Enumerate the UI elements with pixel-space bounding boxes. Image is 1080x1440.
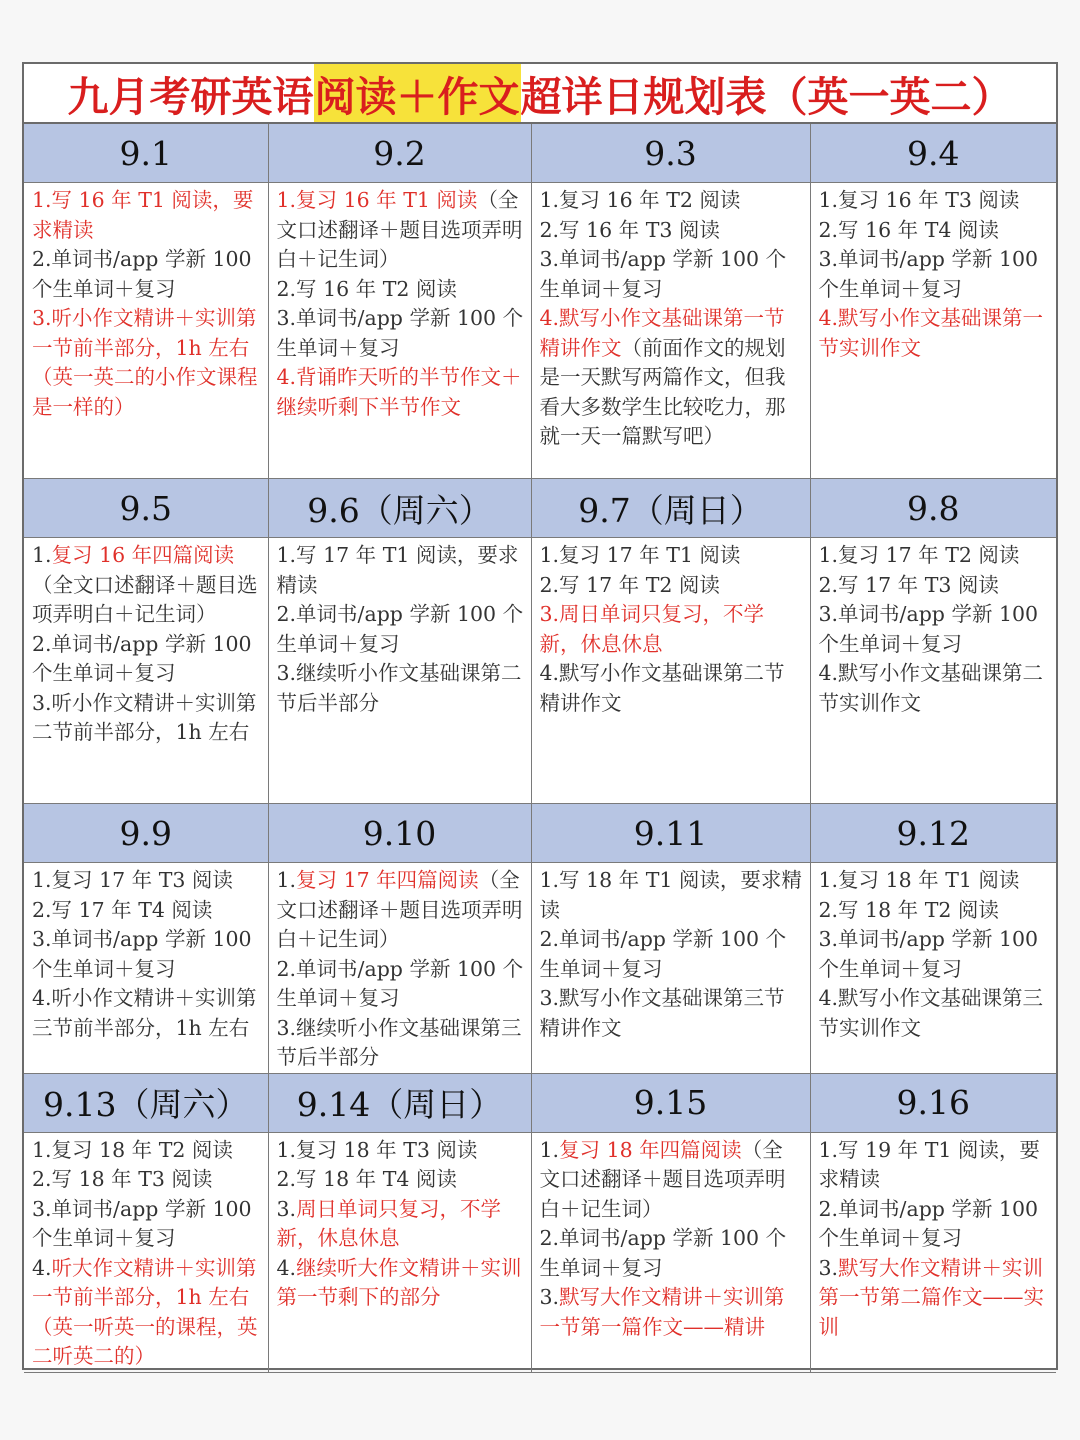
task-text: 1.复习 16 年 T2 阅读 [539,188,741,212]
task-text: 1. [539,1137,560,1162]
task-text-highlighted: 4.背诵昨天听的半节作文＋继续听剩下半节作文 [276,365,522,419]
page-title [24,64,1056,124]
day-date: 9.3 [531,124,810,183]
task-text: 3.单词书/app 学新 100 个生单词＋复习 [32,1196,252,1250]
task-item [819,896,1050,926]
task-text: 1.复习 16 年 T3 阅读 [818,188,1020,212]
task-item [32,630,261,689]
task-item [819,1254,1050,1343]
task-text-highlighted: 听大作文精讲＋实训第一节前半部分，1h 左右（英一听英一的课程，英二听英二的） [32,1255,258,1368]
day-tasks [268,863,531,1074]
task-item [540,659,803,718]
task-item [540,1224,803,1283]
task-item [32,541,261,630]
task-item [540,984,803,1043]
day-date: 9.8 [810,479,1056,538]
task-text: 2.写 17 年 T2 阅读 [539,572,720,597]
title-highlight: 阅读＋作文 [314,64,521,123]
task-item [277,541,524,600]
date-header-row [24,804,1056,863]
task-item [540,541,803,571]
task-text: 2.单词书/app 学新 100 个生单词＋复习 [276,602,524,656]
task-item [277,1165,524,1195]
task-text-highlighted: 复习 17 年四篇阅读 [296,868,479,892]
day-date: 9.15 [531,1073,810,1132]
task-text: 3.继续听小作文基础课第三节后半部分 [276,1015,522,1069]
task-item [819,186,1050,216]
task-item [277,275,524,305]
task-text: 1.写 19 年 T1 阅读，要求精读 [818,1137,1040,1191]
task-text-highlighted: 4.默写小作文基础课第一节实训作文 [818,306,1044,360]
task-text-highlighted: 复习 16 年四篇阅读 [51,543,235,567]
day-tasks [810,863,1056,1074]
task-item [277,659,524,718]
day-tasks [268,183,531,479]
task-item [540,866,803,925]
task-item [32,689,261,748]
task-item [277,304,524,363]
task-text: 4.默写小作文基础课第三节实训作文 [818,986,1044,1040]
task-item [277,1136,524,1166]
task-text: （全文口述翻译＋题目选项弄明白＋记生词） [276,868,523,951]
task-text: 4. [276,1255,297,1280]
task-item [819,925,1050,984]
day-tasks [24,1132,268,1372]
day-date: 9.13（周六） [24,1073,268,1132]
day-date: 9.5 [24,479,268,538]
task-item [277,600,524,659]
day-tasks [531,538,810,804]
task-text: 4.听小作文精讲＋实训第三节前半部分，1h 左右 [32,986,257,1040]
task-text-highlighted: 1.复习 16 年 T1 阅读 [276,188,478,212]
day-tasks [268,1132,531,1372]
day-date: 9.2 [268,124,531,183]
day-tasks [24,183,268,479]
task-text: 2.单词书/app 学新 100 个生单词＋复习 [539,927,787,981]
task-text: 2.单词书/app 学新 100 个生单词＋复习 [276,956,524,1010]
task-row [24,538,1056,804]
task-text: 3.单词书/app 学新 100 个生单词＋复习 [818,927,1039,981]
task-item [32,925,261,984]
task-text: 3.单词书/app 学新 100 个生单词＋复习 [818,602,1039,656]
task-text: 2.写 16 年 T4 阅读 [818,217,999,242]
task-item [540,600,803,659]
task-text-highlighted: 复习 18 年四篇阅读 [559,1137,742,1162]
task-item [540,571,803,601]
task-item [32,304,261,422]
task-text: 3. [539,1285,560,1309]
task-item [540,1136,803,1225]
task-text: 3.单词书/app 学新 100 个生单词＋复习 [32,927,252,981]
task-item [819,245,1050,304]
task-text: 3.默写小作文基础课第三节精讲作文 [539,986,785,1040]
date-header-row [24,1073,1056,1132]
task-text: 4.默写小作文基础课第二节实训作文 [818,661,1044,715]
task-text: 2.写 18 年 T3 阅读 [32,1167,213,1191]
day-date: 9.7（周日） [531,479,810,538]
day-tasks [810,183,1056,479]
task-text: 3.单词书/app 学新 100 个生单词＋复习 [276,306,524,360]
task-text: 2.单词书/app 学新 100 个生单词＋复习 [32,247,252,301]
day-tasks [531,1132,810,1372]
task-text: 1. [276,868,297,892]
task-text: 2.单词书/app 学新 100 个生单词＋复习 [818,1196,1039,1250]
task-text-highlighted: 默写大作文精讲＋实训第一节第二篇作文——实训 [818,1255,1044,1339]
day-tasks [531,183,810,479]
task-text: 1.写 18 年 T1 阅读，要求精读 [539,868,802,922]
task-text: 3.听小作文精讲＋实训第二节前半部分，1h 左右 [32,690,257,744]
day-date: 9.1 [24,124,268,183]
task-item [819,866,1050,896]
day-tasks [810,538,1056,804]
task-item [277,955,524,1014]
task-text: 4. [32,1255,52,1280]
task-item [819,1195,1050,1254]
task-text: 1.写 17 年 T1 阅读，要求精读 [276,543,519,597]
task-text: 1.复习 18 年 T2 阅读 [32,1137,233,1162]
task-text: 3.单词书/app 学新 100 个生单词＋复习 [818,247,1039,301]
task-row [24,863,1056,1074]
task-item [819,541,1050,571]
task-item [277,866,524,955]
task-text-highlighted: 继续听大作文精讲＋实训第一节剩下的部分 [276,1255,522,1309]
task-item [819,659,1050,718]
task-text-highlighted: 1.写 16 年 T1 阅读，要求精读 [32,188,254,242]
task-item [32,896,261,926]
task-item [540,304,803,452]
task-item [277,1014,524,1073]
task-item [32,984,261,1043]
task-item [540,1283,803,1342]
task-item [277,1254,524,1313]
date-header-row [24,124,1056,183]
task-text: 3.单词书/app 学新 100 个生单词＋复习 [539,247,787,301]
title-suffix: 超详日规划表（英一英二） [520,72,1013,121]
day-date: 9.4 [810,124,1056,183]
day-tasks [810,1132,1056,1372]
task-text: 1.复习 17 年 T1 阅读 [539,543,741,567]
task-row [24,183,1056,479]
task-item [32,1195,261,1254]
day-date: 9.10 [268,804,531,863]
day-date: 9.14（周日） [268,1073,531,1132]
task-text: 2.单词书/app 学新 100 个生单词＋复习 [32,631,252,685]
task-text: 3.继续听小作文基础课第二节后半部分 [276,661,522,715]
task-item [819,216,1050,246]
task-item [819,571,1050,601]
task-text: （全文口述翻译＋题目选项弄明白＋记生词） [539,1137,786,1221]
task-text: （前面作文的规划是一天默写两篇作文，但我看大多数学生比较吃力，那就一天一篇默写吧） [539,335,786,448]
day-date: 9.6（周六） [268,479,531,538]
schedule-sheet [22,62,1058,1370]
task-item [540,216,803,246]
task-row [24,1132,1056,1372]
task-text: 3. [818,1255,839,1280]
task-item [32,1165,261,1195]
task-text: 3. [276,1196,297,1221]
task-text-highlighted: 周日单词只复习，不学新，休息休息 [276,1196,502,1250]
schedule-table [24,124,1056,1373]
day-tasks [24,863,268,1074]
task-item [277,186,524,275]
task-item [32,186,261,245]
task-item [32,866,261,896]
task-text: 1.复习 17 年 T3 阅读 [32,868,233,892]
task-text: 2.写 16 年 T2 阅读 [276,276,457,301]
task-text: 2.写 17 年 T3 阅读 [818,572,999,597]
task-item [540,925,803,984]
task-text: 1.复习 18 年 T1 阅读 [818,868,1020,892]
task-text-highlighted: 3.周日单词只复习，不学新，休息休息 [539,602,765,656]
task-text-highlighted: 默写大作文精讲＋实训第一节第一篇作文——精讲 [539,1285,785,1339]
task-text-highlighted: 4.默写小作文基础课第一节精讲作文 [539,306,785,360]
task-item [540,186,803,216]
task-text: 2.写 17 年 T4 阅读 [32,897,213,922]
day-date: 9.12 [810,804,1056,863]
day-date: 9.9 [24,804,268,863]
task-item [277,363,524,422]
day-date: 9.11 [531,804,810,863]
task-text: 4.默写小作文基础课第二节精讲作文 [539,661,785,715]
day-date: 9.16 [810,1073,1056,1132]
task-item [32,1254,261,1372]
day-tasks [24,538,268,804]
task-item [819,600,1050,659]
task-item [277,1195,524,1254]
task-item [540,245,803,304]
task-item [819,304,1050,363]
task-text: 2.写 18 年 T2 阅读 [818,897,999,922]
day-tasks [531,863,810,1074]
task-item [32,1136,261,1166]
task-text: （全文口述翻译＋题目选项弄明白＋记生词） [276,188,523,271]
task-text: 1.复习 18 年 T3 阅读 [276,1137,478,1162]
task-text: 2.写 16 年 T3 阅读 [539,217,720,242]
title-prefix: 九月考研英语 [67,72,314,121]
task-text-highlighted: 3.听小作文精讲＋实训第一节前半部分，1h 左右（英一英二的小作文课程是一样的） [32,306,258,419]
date-header-row [24,479,1056,538]
task-text: 1. [32,543,52,567]
day-tasks [268,538,531,804]
task-item [819,984,1050,1043]
task-text: 1.复习 17 年 T2 阅读 [818,543,1020,567]
task-item [819,1136,1050,1195]
task-text: 2.单词书/app 学新 100 个生单词＋复习 [539,1226,787,1280]
task-item [32,245,261,304]
task-text: （全文口述翻译＋题目选项弄明白＋记生词） [32,572,258,626]
task-text: 2.写 18 年 T4 阅读 [276,1167,457,1191]
